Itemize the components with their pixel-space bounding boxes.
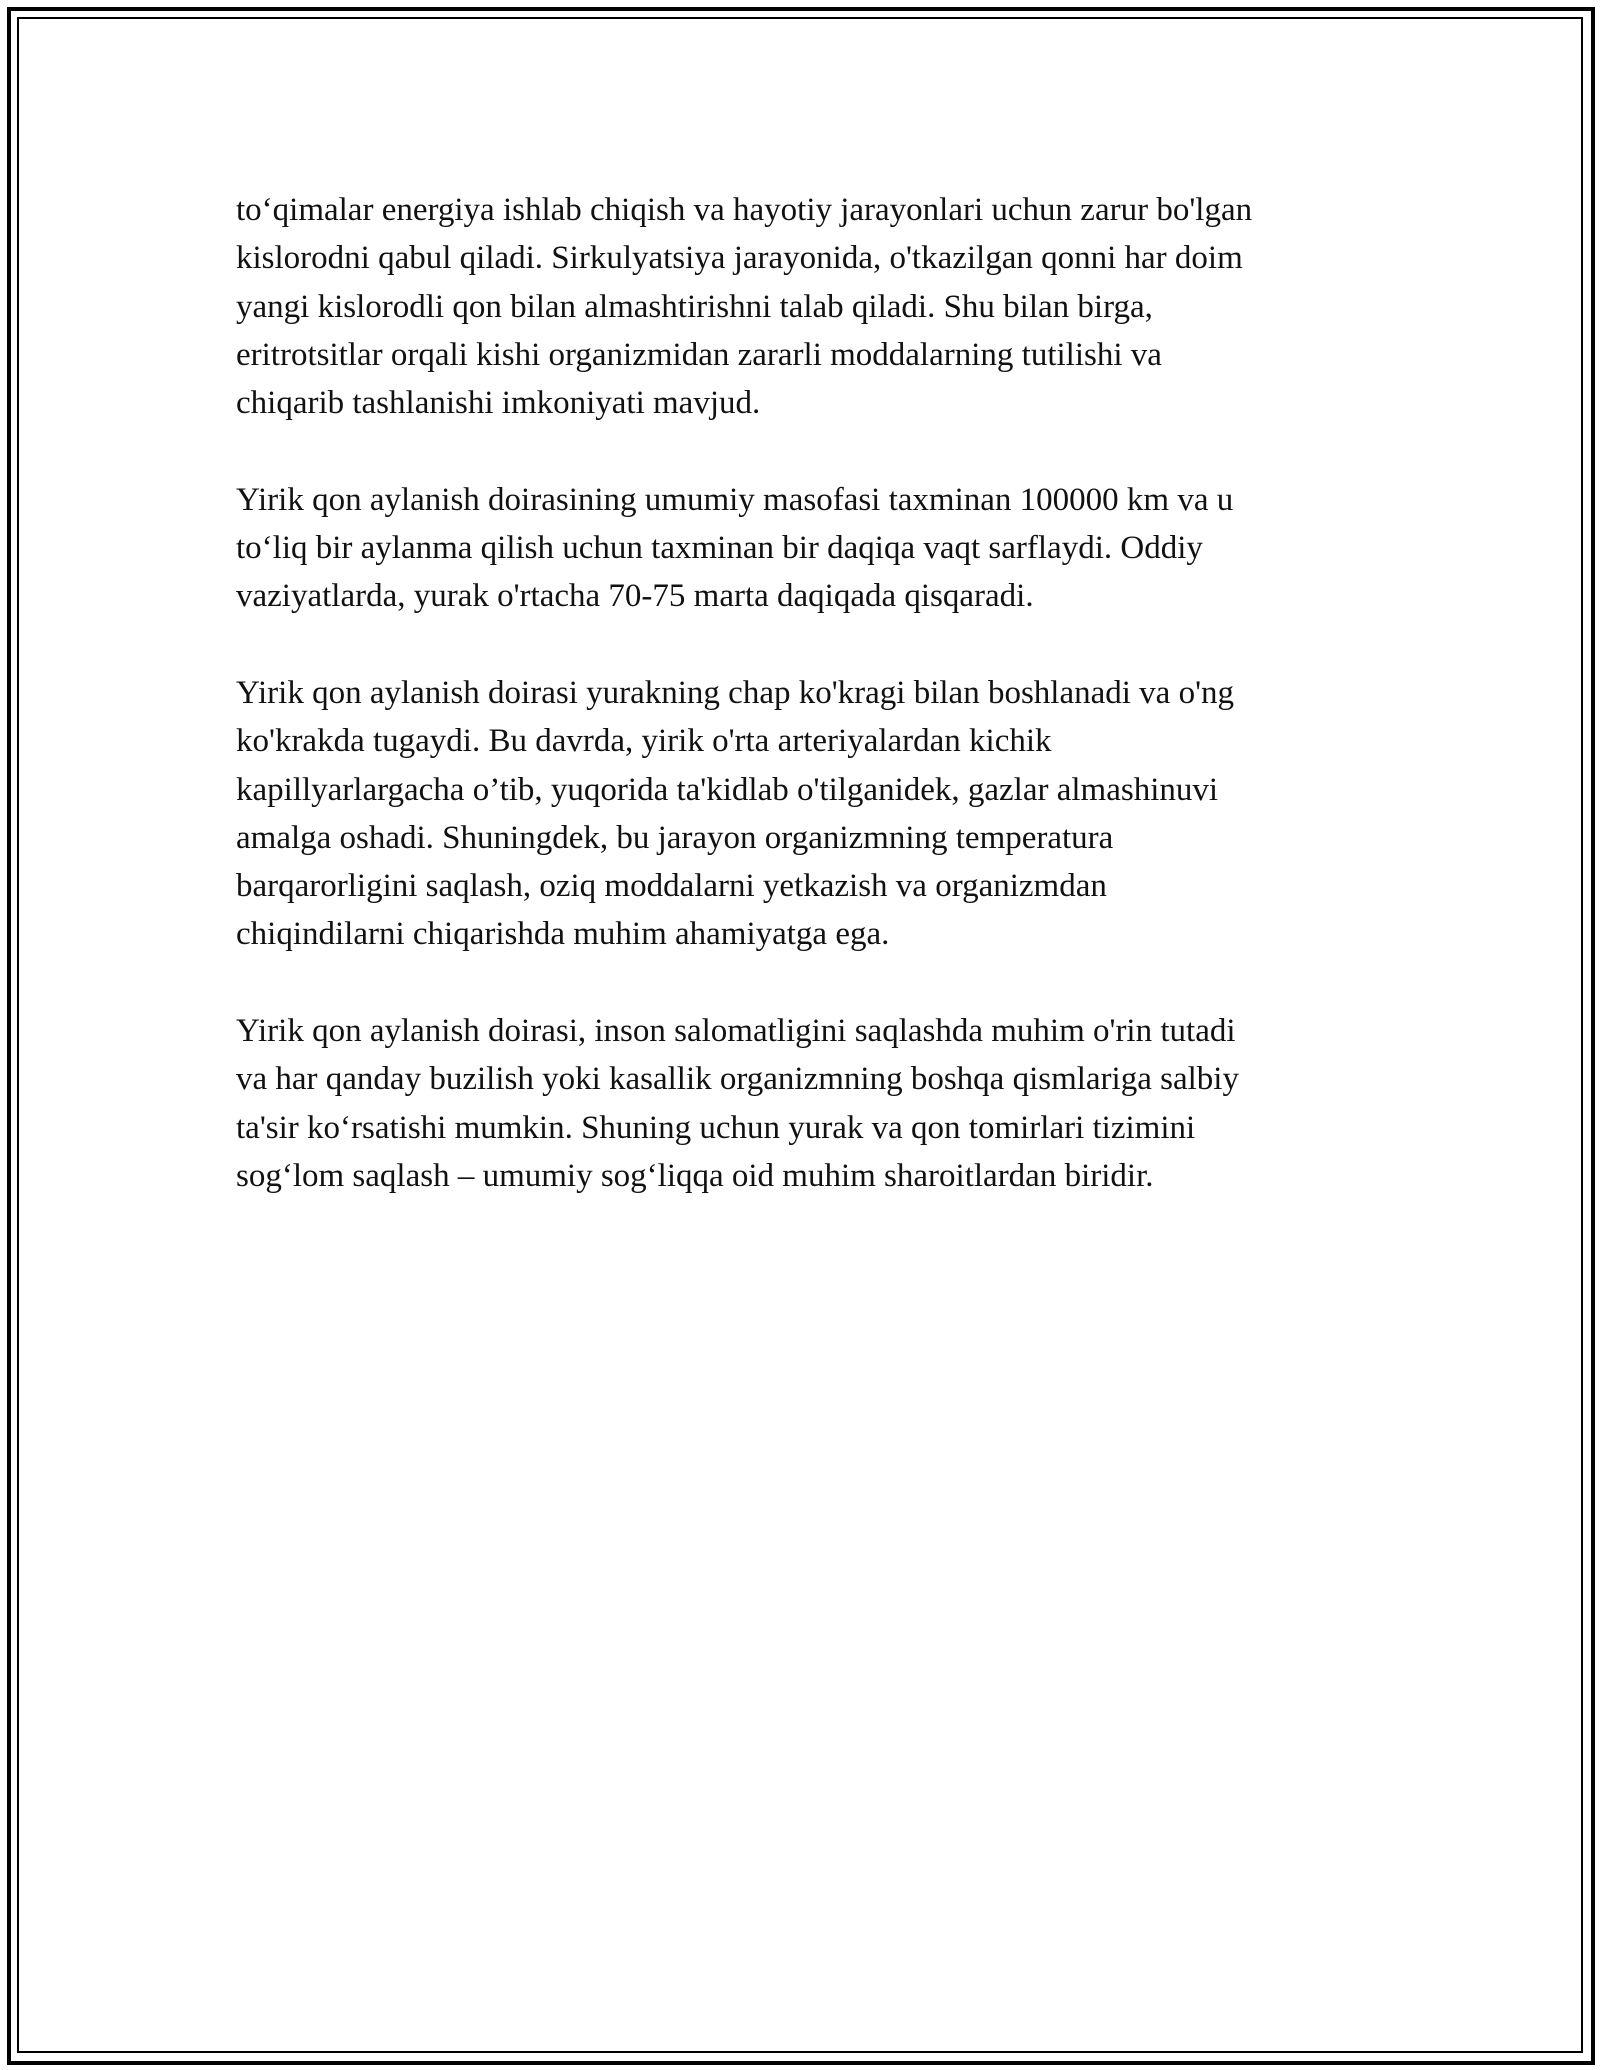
document-body bbox=[236, 186, 1380, 1249]
paragraph-1 bbox=[236, 186, 1380, 427]
text-line: Yirik qon aylanish doirasining umumiy masofasi taxminan 100000 km va u bbox=[236, 481, 1234, 518]
text-line: vaziyatlarda, yurak o'rtacha 70-75 marta daqiqada qisqaradi. bbox=[236, 578, 1034, 615]
text-line: to‘liq bir aylanma qilish uchun taxminan bir daqiqa vaqt sarflaydi. Oddiy bbox=[236, 530, 1203, 567]
text-line: kislorodni qabul qiladi. Sirkulyatsiya jarayonida, o'tkazilgan qonni har doim bbox=[236, 240, 1243, 277]
text-line: chiqindilarni chiqarishda muhim ahamiyatga ega. bbox=[236, 916, 890, 953]
text-line: ta'sir ko‘rsatishi mumkin. Shuning uchun yurak va qon tomirlari tizimini bbox=[236, 1109, 1196, 1146]
paragraph-4 bbox=[236, 1007, 1380, 1200]
text-line: to‘qimalar energiya ishlab chiqish va hayotiy jarayonlari uchun zarur bo'lgan bbox=[236, 192, 1253, 228]
text-line: amalga oshadi. Shuningdek, bu jarayon organizmning temperatura bbox=[236, 819, 1114, 856]
text-line: va har qanday buzilish yoki kasallik organizmning boshqa qismlariga salbiy bbox=[236, 1061, 1239, 1098]
text-line: Yirik qon aylanish doirasi yurakning chap ko'kragi bilan boshlanadi va o'ng bbox=[236, 674, 1235, 711]
paragraph-2 bbox=[236, 476, 1380, 621]
text-line: eritrotsitlar orqali kishi organizmidan zararli moddalarning tutilishi va bbox=[236, 336, 1162, 373]
text-line: barqarorligini saqlash, oziq moddalarni yetkazish va organizmdan bbox=[236, 868, 1107, 905]
text-line: kapillyarlargacha o’tib, yuqorida ta'kidlab o'tilganidek, gazlar almashinuvi bbox=[236, 771, 1219, 808]
text-line: sog‘lom saqlash – umumiy sog‘liqqa oid muhim sharoitlardan biridir. bbox=[236, 1157, 1154, 1194]
text-line: ko'krakda tugaydi. Bu davrda, yirik o'rta arteriyalardan kichik bbox=[236, 723, 1052, 760]
text-line: yangi kislorodli qon bilan almashtirishni talab qiladi. Shu bilan birga, bbox=[236, 288, 1153, 325]
text-line: chiqarib tashlanishi imkoniyati mavjud. bbox=[236, 385, 761, 422]
text-line: Yirik qon aylanish doirasi, inson salomatligini saqlashda muhim o'rin tutadi bbox=[236, 1013, 1236, 1050]
paragraph-3 bbox=[236, 669, 1380, 959]
